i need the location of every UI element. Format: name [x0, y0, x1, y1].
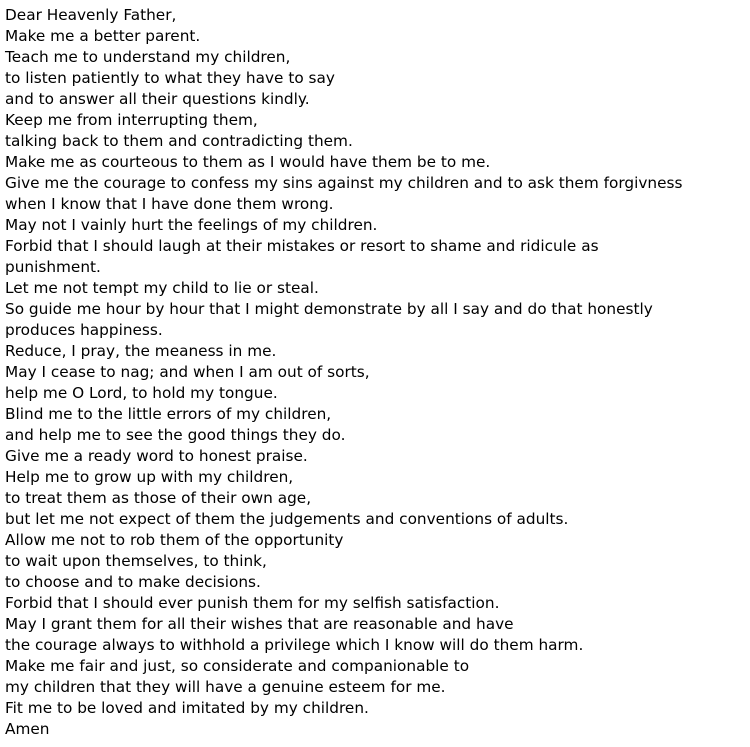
prayer-line: to wait upon themselves, to think,	[5, 552, 267, 570]
prayer-line: to treat them as those of their own age,	[5, 489, 312, 507]
prayer-line: Let me not tempt my child to lie or steal.	[5, 279, 319, 297]
prayer-line: to choose and to make decisions.	[5, 573, 261, 591]
prayer-line: So guide me hour by hour that I might demonstrate by all I say and do that honestly	[5, 300, 653, 318]
prayer-line: Give me the courage to confess my sins against my children and to ask them forgivness	[5, 174, 683, 192]
prayer-line: talking back to them and contradicting them.	[5, 132, 353, 150]
prayer-line: to listen patiently to what they have to say	[5, 69, 335, 87]
prayer-line: Make me as courteous to them as I would have them be to me.	[5, 153, 491, 171]
prayer-line: May not I vainly hurt the feelings of my children.	[5, 216, 378, 234]
prayer-line: Fit me to be loved and imitated by my children.	[5, 699, 369, 717]
prayer-line: Make me fair and just, so considerate and companionable to	[5, 657, 470, 675]
prayer-line: Forbid that I should laugh at their mistakes or resort to shame and ridicule as	[5, 237, 599, 255]
prayer-line: and to answer all their questions kindly.	[5, 90, 310, 108]
prayer-line: Allow me not to rob them of the opportunity	[5, 531, 344, 549]
prayer-line: Dear Heavenly Father,	[5, 6, 177, 24]
prayer-line: Teach me to understand my children,	[5, 48, 291, 66]
prayer-line: Blind me to the little errors of my children,	[5, 405, 332, 423]
prayer-line: but let me not expect of them the judgements and conventions of adults.	[5, 510, 569, 528]
prayer-line: Make me a better parent.	[5, 27, 201, 45]
prayer-line: help me O Lord, to hold my tongue.	[5, 384, 278, 402]
prayer-line: Forbid that I should ever punish them for my selfish satisfaction.	[5, 594, 500, 612]
prayer-line: May I cease to nag; and when I am out of sorts,	[5, 363, 370, 381]
prayer-line: Keep me from interrupting them,	[5, 111, 258, 129]
prayer-line: when I know that I have done them wrong.	[5, 195, 334, 213]
prayer-line: Amen	[5, 720, 50, 738]
prayer-line: produces happiness.	[5, 321, 163, 339]
prayer-line: the courage always to withhold a privilege which I know will do them harm.	[5, 636, 584, 654]
prayer-line: Give me a ready word to honest praise.	[5, 447, 308, 465]
prayer-text	[5, 5, 747, 740]
prayer-line: May I grant them for all their wishes that are reasonable and have	[5, 615, 514, 633]
prayer-line: my children that they will have a genuine esteem for me.	[5, 678, 446, 696]
prayer-line: Reduce, I pray, the meaness in me.	[5, 342, 277, 360]
prayer-line: Help me to grow up with my children,	[5, 468, 294, 486]
prayer-line: and help me to see the good things they do.	[5, 426, 346, 444]
prayer-line: punishment.	[5, 258, 101, 276]
